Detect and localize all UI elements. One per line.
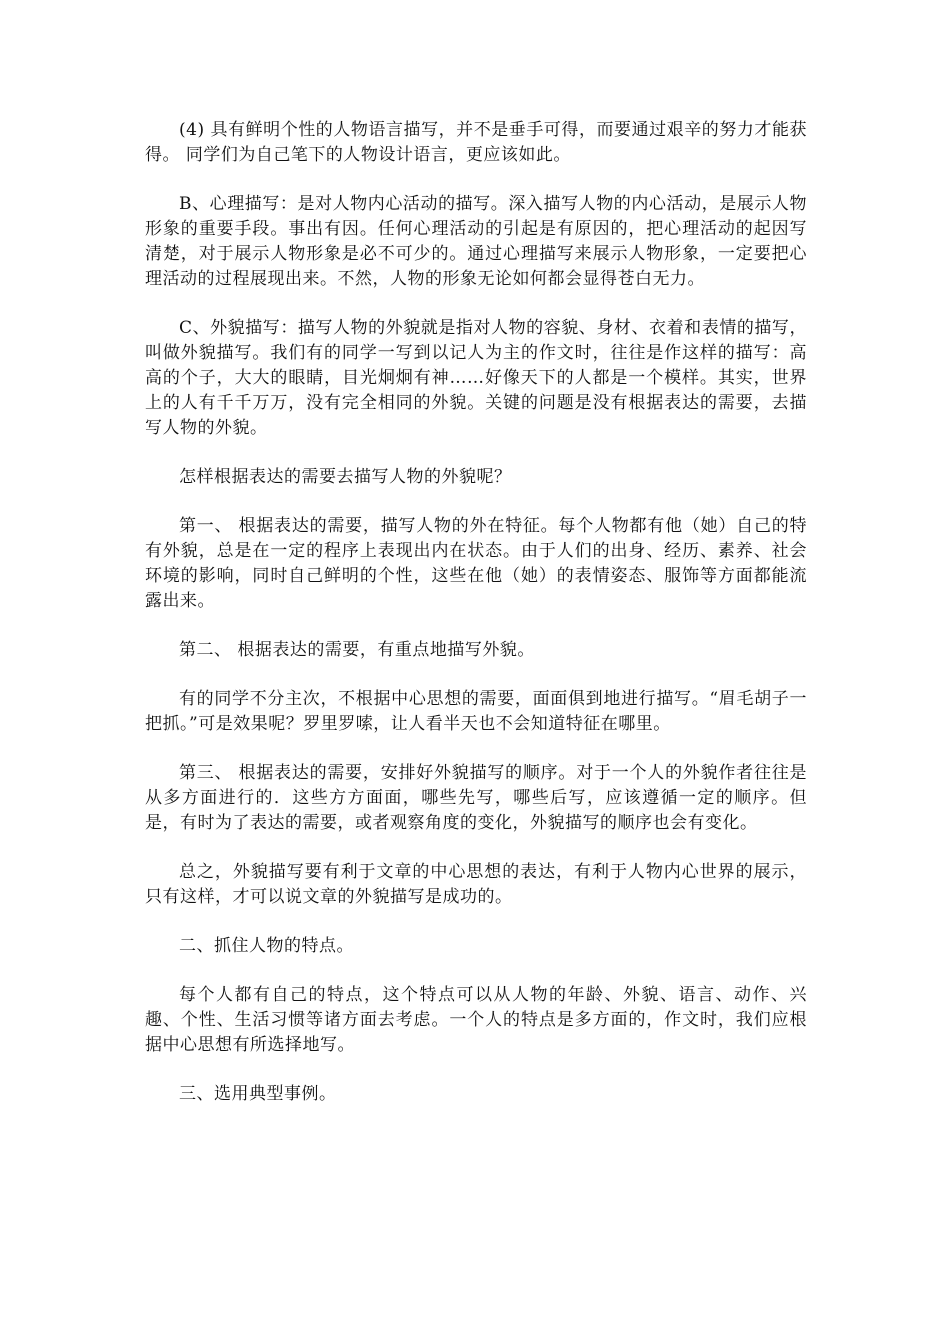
paragraph-psychological-description: B、心理描写：是对人物内心活动的描写。深入描写人物的内心活动，是展示人物形象的重要手段。事出有因。任何心理活动的引起是有原因的，把心理活动的起因写清楚，对于展示人物形象是必不可少的。通过心理描写来展示人物形象，一定要把心理活动的过程展现出来。不然，人物的形象无论如何都会显得苍白无力。 xyxy=(145,194,807,289)
paragraph-language-description-note: (4) 具有鲜明个性的人物语言描写，并不是垂手可得，而要通过艰辛的努力才能获得。 同学们为自己笔下的人物设计语言，更应该如此。 xyxy=(145,120,807,165)
paragraph-third-point: 第三、 根据表达的需要，安排好外貌描写的顺序。对于一个人的外貌作者往往是从多方面进行的．这些方方面面，哪些先写，哪些后写，应该遵循一定的顺序。但是，有时为了表达的需要，或者观察角度的变化，外貌描写的顺序也会有变化。 xyxy=(145,763,807,833)
document-body xyxy=(145,118,807,1131)
paragraph-character-traits: 每个人都有自己的特点，这个特点可以从人物的年龄、外貌、语言、动作、兴趣、个性、生活习惯等诸方面去考虑。一个人的特点是多方面的，作文时，我们应根据中心思想有所选择地写。 xyxy=(145,985,807,1055)
paragraph-summary: 总之，外貌描写要有利于文章的中心思想的表达，有利于人物内心世界的展示，只有这样，才可以说文章的外貌描写是成功的。 xyxy=(145,862,807,907)
section-heading-typical-examples: 三、选用典型事例。 xyxy=(179,1084,337,1104)
paragraph-second-point-detail: 有的同学不分主次，不根据中心思想的需要，面面俱到地进行描写。“眉毛胡子一把抓。”可是效果呢？罗里罗嗦，让人看半天也不会知道特征在哪里。 xyxy=(145,689,807,734)
paragraph-appearance-description: C、外貌描写：描写人物的外貌就是指对人物的容貌、身材、衣着和表情的描写，叫做外貌描写。我们有的同学一写到以记人为主的作文时，往往是作这样的描写：高高的个子，大大的眼睛，目光炯炯有神……好像天下的人都是一个模样。其实，世界上的人有千千万万，没有完全相同的外貌。关键的问题是没有根据表达的需要，去描写人物的外貌。 xyxy=(145,318,807,438)
section-heading-character-traits: 二、抓住人物的特点。 xyxy=(179,936,354,956)
paragraph-appearance-question: 怎样根据表达的需要去描写人物的外貌呢？ xyxy=(179,467,512,487)
paragraph-first-point: 第一、 根据表达的需要，描写人物的外在特征。每个人物都有他（她）自己的特有外貌，总是在一定的程序上表现出内在状态。由于人们的出身、经历、素养、社会环境的影响，同时自己鲜明的个性，这些在他（她）的表情姿态、服饰等方面都能流露出来。 xyxy=(145,516,807,611)
paragraph-second-point: 第二、 根据表达的需要，有重点地描写外貌。 xyxy=(179,640,535,660)
